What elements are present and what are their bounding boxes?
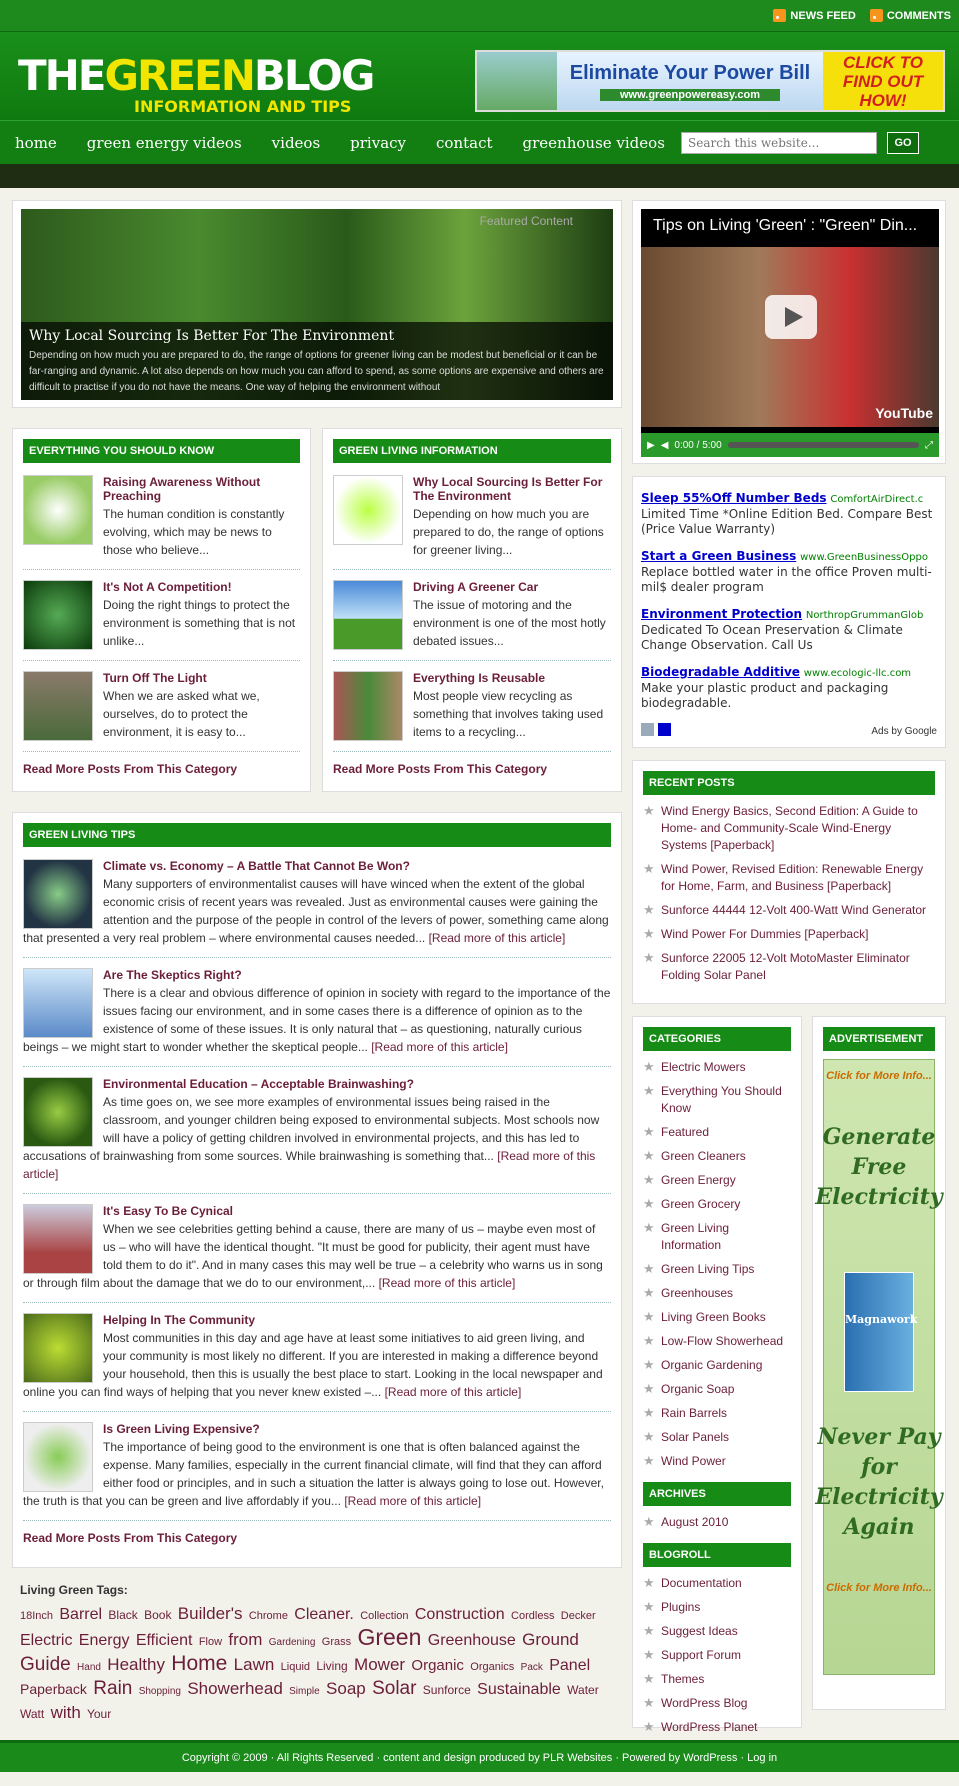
- nav-home[interactable]: home: [15, 133, 57, 152]
- post-thumbnail[interactable]: [23, 580, 93, 650]
- sidebar-ad-banner[interactable]: [815, 1059, 943, 1675]
- featured-title: Why Local Sourcing Is Better For The Environment: [29, 328, 395, 344]
- ad-text: Limited Time *Online Edition Bed. Compare Best (Price Value Warranty): [641, 507, 933, 536]
- tag-link[interactable]: Greenhouse: [427, 1632, 516, 1649]
- category-link[interactable]: Greenhouses: [661, 1286, 734, 1300]
- google-ads-widget: [632, 476, 946, 748]
- section-heading: ARCHIVES: [643, 1482, 791, 1506]
- ad-click-top: Click for More Info...: [826, 1070, 932, 1082]
- post-title[interactable]: Driving A Greener Car: [413, 580, 539, 594]
- category-link[interactable]: Green Cleaners: [661, 1149, 746, 1163]
- post-thumbnail[interactable]: [23, 1077, 93, 1147]
- tag-link[interactable]: Sunforce: [422, 1683, 471, 1697]
- logo-green: GREEN: [104, 51, 254, 100]
- list-item: [23, 1313, 611, 1412]
- post-excerpt: Doing the right things to protect the environment is something that is not unlike...: [103, 598, 296, 648]
- post-thumbnail[interactable]: [23, 1422, 93, 1492]
- read-more-link[interactable]: [Read more of this article]: [378, 1276, 516, 1290]
- tag-cloud-heading: Living Green Tags:: [20, 1583, 128, 1597]
- site-footer: [0, 1740, 959, 1772]
- tag-link[interactable]: Showerhead: [187, 1679, 283, 1698]
- rss-icon: [870, 9, 883, 22]
- recent-post-link[interactable]: Wind Power, Revised Edition: Renewable Energy for Home, Farm, and Business [Paperback]: [661, 862, 924, 893]
- ad-title[interactable]: Sleep 55%Off Number Beds: [641, 491, 827, 505]
- video-title: Tips on Living 'Green' : "Green" Din...: [653, 217, 918, 234]
- list-item: [643, 1623, 791, 1640]
- tag-link[interactable]: Guide: [20, 1654, 71, 1675]
- comments-feed-link[interactable]: COMMENTS: [870, 9, 951, 22]
- read-more-category-link[interactable]: Read More Posts From This Category: [23, 762, 238, 776]
- post-thumbnail[interactable]: [23, 859, 93, 929]
- category-link[interactable]: Green Living Information: [661, 1221, 730, 1252]
- tag-link[interactable]: Construction: [414, 1606, 505, 1623]
- archive-link[interactable]: August 2010: [661, 1515, 729, 1529]
- ad-url: www.GreenBusinessOppo: [800, 552, 928, 563]
- nav-contact[interactable]: contact: [436, 133, 493, 152]
- product-box-image: [844, 1272, 918, 1392]
- ad-url: NorthropGrummanGlob: [805, 610, 924, 621]
- prev-arrow-icon[interactable]: [641, 723, 654, 736]
- top-bar: [0, 0, 959, 32]
- post-excerpt: Most people view recycling as something that involves taking used items to a recycling...: [413, 689, 604, 739]
- list-item: [643, 1333, 791, 1350]
- site-logo[interactable]: [18, 51, 374, 116]
- youtube-logo: YouTube: [875, 405, 933, 421]
- ad-url: ComfortAirDirect.c: [830, 494, 924, 505]
- list-item: [643, 1357, 791, 1374]
- tag-link[interactable]: Solar: [372, 1678, 417, 1699]
- list-item: [643, 1453, 791, 1470]
- video-time: 0:00 / 5:00: [674, 439, 722, 451]
- read-more-link[interactable]: [Read more of this article]: [384, 1385, 522, 1399]
- tag-link[interactable]: Lawn: [233, 1655, 275, 1674]
- banner-url: www.greenpowereasy.com: [600, 89, 780, 101]
- blogroll-link[interactable]: Plugins: [661, 1600, 701, 1614]
- product-name: Magnawork: [845, 1313, 918, 1326]
- post-title[interactable]: Why Local Sourcing Is Better For The Environment: [413, 475, 603, 503]
- list-item: [643, 1172, 791, 1189]
- post-excerpt: Most communities in this day and age have at least some initiatives to aid green living, and your community is most likely no different. If you are interested in making a difference beyond your household, then this is usually the best place to start. Looking in the local newspaper and online you can find ways of helping that you never knew existed –...: [23, 1331, 603, 1399]
- list-item: [333, 671, 611, 752]
- post-thumbnail[interactable]: [23, 1313, 93, 1383]
- tag-cloud: [20, 1580, 620, 1725]
- read-more-category-link[interactable]: Read More Posts From This Category: [23, 1531, 238, 1545]
- post-title[interactable]: Environmental Education – Acceptable Brainwashing?: [103, 1077, 414, 1091]
- list-item: [643, 803, 935, 854]
- featured-label: Featured Content: [479, 214, 573, 228]
- read-more-category-link[interactable]: Read More Posts From This Category: [333, 762, 548, 776]
- list-item: [643, 1381, 791, 1398]
- tag-link[interactable]: with: [50, 1703, 81, 1722]
- recent-post-link[interactable]: Wind Power For Dummies [Paperback]: [661, 927, 869, 941]
- category-link[interactable]: Everything You Should Know: [661, 1084, 782, 1115]
- category-link[interactable]: Electric Mowers: [661, 1060, 746, 1074]
- tag-link[interactable]: Builder's: [177, 1604, 243, 1623]
- category-link[interactable]: Low-Flow Showerhead: [661, 1334, 784, 1348]
- ad-item: [641, 607, 937, 653]
- tag-link[interactable]: Cleaner.: [294, 1606, 354, 1623]
- tag-link[interactable]: Organic: [411, 1657, 464, 1674]
- tag-link[interactable]: Electric: [20, 1632, 73, 1649]
- tag-link[interactable]: Home: [171, 1652, 228, 1675]
- list-item: [643, 1599, 791, 1616]
- tag-link[interactable]: Gardening: [268, 1637, 316, 1648]
- banner-title: Eliminate Your Power Bill: [569, 61, 811, 84]
- post-title[interactable]: Are The Skeptics Right?: [103, 968, 242, 982]
- fullscreen-icon[interactable]: ⤢: [925, 439, 933, 451]
- category-link[interactable]: Green Energy: [661, 1173, 736, 1187]
- blogroll-link[interactable]: Themes: [661, 1672, 705, 1686]
- tag-link[interactable]: Soap: [326, 1679, 366, 1698]
- list-item: [643, 1285, 791, 1302]
- post-title[interactable]: It's Easy To Be Cynical: [103, 1204, 234, 1218]
- video-progress-bar[interactable]: [728, 442, 919, 448]
- post-excerpt: The importance of being good to the environment is one that is often balanced against the expense. Many families, especially in the current financial climate, will find that they can afford either food or principles, and in such a situation the latter is always going to lose out. However, the truth is that you can be green and live affordably if you...: [23, 1440, 604, 1508]
- tag-link[interactable]: Energy: [78, 1632, 130, 1649]
- featured-content: [12, 200, 622, 408]
- section-heading: GREEN LIVING TIPS: [23, 823, 611, 847]
- tag-link[interactable]: Collection: [360, 1610, 409, 1622]
- post-excerpt: The issue of motoring and the environment is one of the most hotly debated issues...: [413, 598, 606, 648]
- list-item: [23, 1204, 611, 1303]
- tag-link[interactable]: Green: [357, 1624, 422, 1650]
- ad-nav-arrows: [641, 723, 675, 739]
- list-item: [643, 950, 935, 984]
- category-box-green-living-tips: [12, 812, 622, 1568]
- post-title[interactable]: It's Not A Competition!: [103, 580, 232, 594]
- list-item: [643, 1059, 791, 1076]
- tag-link[interactable]: Flow: [198, 1636, 223, 1648]
- tag-link[interactable]: Liquid: [280, 1661, 310, 1673]
- list-item: [333, 475, 611, 570]
- sidebar-categories: [632, 1016, 802, 1734]
- ad-text: Make your plastic product and packaging biodegradable.: [641, 681, 889, 710]
- list-item: [333, 580, 611, 661]
- content-wrap: [0, 188, 959, 1740]
- tag-link[interactable]: Chrome: [248, 1610, 288, 1622]
- ad-subheadline: Never Pay for Electricity Again: [815, 1424, 943, 1540]
- ad-item: [641, 491, 937, 537]
- tag-link[interactable]: Ground: [522, 1630, 579, 1649]
- post-excerpt: The human condition is constantly evolving, which may be news to those who believe...: [103, 507, 285, 557]
- list-item: [643, 1647, 791, 1664]
- list-item: [643, 1148, 791, 1165]
- blogroll-link[interactable]: WordPress Planet: [661, 1720, 758, 1734]
- list-item: [643, 926, 935, 943]
- list-item: [643, 1405, 791, 1422]
- category-link[interactable]: Wind Power: [661, 1454, 726, 1468]
- post-thumbnail[interactable]: [23, 671, 93, 741]
- tag-link[interactable]: Efficient: [135, 1632, 193, 1649]
- tag-link[interactable]: Black: [108, 1608, 138, 1622]
- category-box-green-living-info: [322, 428, 622, 792]
- category-link[interactable]: Organic Gardening: [661, 1358, 763, 1372]
- list-item: [643, 1196, 791, 1213]
- section-heading: ADVERTISEMENT: [823, 1027, 935, 1051]
- list-item: [643, 1083, 791, 1117]
- category-link[interactable]: Living Green Books: [661, 1310, 766, 1324]
- list-item: [643, 1671, 791, 1688]
- category-box-everything: [12, 428, 311, 792]
- tag-link[interactable]: Healthy: [107, 1655, 165, 1674]
- ad-headline: Generate Free Electricity: [815, 1124, 943, 1210]
- ad-text: Replace bottled water in the office Proven multi-mil$ dealer program: [641, 565, 932, 594]
- recent-post-link[interactable]: Sunforce 22005 12-Volt MotoMaster Eliminator Folding Solar Panel: [661, 951, 910, 982]
- section-heading: BLOGROLL: [643, 1543, 791, 1567]
- advertisement-widget: [812, 1016, 946, 1710]
- banner-cta: CLICK TO FIND OUT HOW!: [823, 52, 943, 110]
- ads-by-google[interactable]: Ads by Google: [871, 725, 937, 737]
- tag-link[interactable]: Rain: [93, 1678, 133, 1699]
- logo-tagline: INFORMATION AND TIPS: [134, 97, 352, 116]
- header-divider: [0, 164, 959, 188]
- search-input[interactable]: [681, 132, 877, 154]
- post-thumbnail[interactable]: [333, 475, 403, 545]
- blogroll-link[interactable]: Documentation: [661, 1576, 742, 1590]
- list-item: [643, 1309, 791, 1326]
- list-item: [23, 671, 300, 752]
- tag-link[interactable]: Your: [86, 1707, 112, 1721]
- logo-the: THE: [18, 51, 105, 100]
- section-heading: EVERYTHING YOU SHOULD KNOW: [23, 439, 300, 463]
- post-excerpt: As time goes on, we see more examples of environmental issues being raised in the classroom, and younger children being exposed to environmental subjects. Most schools now will have a policy of getting children involved in environmental projects, and this has led to accusations of brainwashing from some sources. While brainwashing is something that...: [23, 1095, 600, 1163]
- tag-link[interactable]: Book: [144, 1608, 172, 1622]
- post-excerpt: Depending on how much you are prepared to do, the range of options for greener living...: [413, 507, 604, 557]
- tag-link[interactable]: Panel: [549, 1657, 591, 1674]
- post-thumbnail[interactable]: [333, 580, 403, 650]
- tag-link[interactable]: Mower: [354, 1655, 406, 1674]
- blogroll-link[interactable]: WordPress Blog: [661, 1696, 748, 1710]
- logo-blog: BLOG: [253, 51, 374, 100]
- read-more-link[interactable]: [Read more of this article]: [371, 1040, 508, 1054]
- list-item: [23, 1077, 611, 1194]
- news-feed-link[interactable]: NEWS FEED: [773, 9, 855, 22]
- video-controls: [641, 433, 939, 457]
- section-heading: GREEN LIVING INFORMATION: [333, 439, 611, 463]
- list-item: [23, 475, 300, 570]
- tag-link[interactable]: Sustainable: [477, 1681, 561, 1698]
- post-thumbnail[interactable]: [23, 475, 93, 545]
- post-title[interactable]: Turn Off The Light: [103, 671, 207, 685]
- category-link[interactable]: Featured: [661, 1125, 710, 1139]
- tag-link[interactable]: Cordless: [511, 1610, 555, 1622]
- tag-link[interactable]: Pack: [520, 1662, 543, 1673]
- list-item: [643, 1261, 791, 1278]
- next-arrow-icon[interactable]: [658, 723, 671, 736]
- list-item: [643, 1429, 791, 1446]
- featured-caption: [21, 322, 613, 400]
- footer-text: Copyright © 2009 · All Rights Reserved · content and design produced by PLR Websites · Powered by WordPress · Log in: [181, 1751, 778, 1764]
- post-title[interactable]: Everything Is Reusable: [413, 671, 546, 685]
- post-excerpt: There is a clear and obvious difference of opinion in society with regard to the importance of the issues facing our environment, and in some cases there is a difference of opinion as to the existence of some of these issues. It is only natural that – as questioning, naturally curious beings – we might start to wonder whether the skeptical people...: [23, 986, 611, 1054]
- post-excerpt: When we see celebrities getting behind a cause, there are many of us – maybe even most of us – who will have the identical thought. "It must be good for publicity, their agent must have told them to do it". And in many cases this may well be true – a celebrity who warns us in song or through film about the damage that we do to our environment,...: [23, 1222, 603, 1290]
- tag-link[interactable]: Living: [316, 1659, 348, 1673]
- ad-click-bottom: Click for More Info...: [826, 1582, 932, 1594]
- play-button-icon[interactable]: ▶: [647, 439, 655, 451]
- ad-text: Dedicated To Ocean Preservation & Climate Change Observation. Call Us: [641, 623, 903, 652]
- list-item: [643, 1220, 791, 1254]
- post-excerpt: Many supporters of environmentalist causes will have winced when the extent of the global economic crisis of recent years was revealed. Just as environmental causes were gaining the attention and the purpose of the people in control of the levers of power, something came along that presented a very real problem – where environmental causes needed...: [23, 877, 609, 945]
- ad-title[interactable]: Environment Protection: [641, 607, 803, 621]
- post-thumbnail[interactable]: [23, 1204, 93, 1274]
- blogroll-link[interactable]: Suggest Ideas: [661, 1624, 738, 1638]
- recent-post-link[interactable]: Wind Energy Basics, Second Edition: A Guide to Home- and Community-Scale Wind-Energy Systems [Paperback]: [661, 804, 918, 852]
- tag-link[interactable]: Decker: [560, 1610, 596, 1622]
- post-title[interactable]: Raising Awareness Without Preaching: [103, 475, 261, 503]
- list-item: [643, 1514, 791, 1531]
- post-thumbnail[interactable]: [23, 968, 93, 1038]
- list-item: [643, 902, 935, 919]
- ad-title[interactable]: Start a Green Business: [641, 549, 797, 563]
- banner-product-image: [477, 52, 557, 110]
- list-item: [643, 861, 935, 895]
- category-link[interactable]: Green Grocery: [661, 1197, 741, 1211]
- post-title[interactable]: Climate vs. Economy – A Battle That Cannot Be Won?: [103, 859, 410, 873]
- tag-link[interactable]: Hand: [77, 1662, 101, 1673]
- ad-item: [641, 665, 937, 711]
- category-link[interactable]: Solar Panels: [661, 1430, 730, 1444]
- tag-link[interactable]: Organics: [470, 1661, 515, 1673]
- category-link[interactable]: Green Living Tips: [661, 1262, 755, 1276]
- main-nav: [0, 120, 959, 164]
- tag-link[interactable]: Water: [567, 1683, 599, 1697]
- list-item: [23, 580, 300, 661]
- play-icon[interactable]: [765, 295, 817, 339]
- tag-link[interactable]: Watt: [20, 1707, 45, 1721]
- read-more-link[interactable]: [Read more of this article]: [23, 1149, 596, 1181]
- tag-link[interactable]: Grass: [321, 1636, 352, 1648]
- post-excerpt: When we are asked what we, ourselves, do to protect the environment, it is easy to...: [103, 689, 260, 739]
- tag-link[interactable]: Barrel: [59, 1606, 103, 1623]
- post-thumbnail[interactable]: [333, 671, 403, 741]
- featured-slide[interactable]: [21, 209, 613, 400]
- ad-title[interactable]: Biodegradable Additive: [641, 665, 800, 679]
- read-more-link[interactable]: [Read more of this article]: [344, 1494, 482, 1508]
- video-widget: [632, 200, 946, 464]
- search-form: [681, 132, 919, 154]
- featured-excerpt: Depending on how much you are prepared to do, the range of options for greener living can be modest but beneficial or it can be far-ranging and dynamic. A lot also depends on how much you can afford to spend, as some options are expensive and others are difficult to practise if you do not have the means. One way of helping the environment without: [29, 350, 604, 393]
- ad-item: [641, 549, 937, 595]
- post-title[interactable]: Is Green Living Expensive?: [103, 1422, 260, 1436]
- recent-post-link[interactable]: Sunforce 44444 12-Volt 400-Watt Wind Generator: [661, 903, 927, 917]
- header-banner-ad[interactable]: [475, 50, 945, 112]
- tag-link[interactable]: 18Inch: [20, 1610, 54, 1622]
- nav-videos[interactable]: videos: [271, 133, 321, 152]
- tag-link[interactable]: Paperback: [20, 1681, 87, 1697]
- read-more-link[interactable]: [Read more of this article]: [428, 931, 566, 945]
- nav-green-energy-videos[interactable]: green energy videos: [86, 133, 242, 152]
- section-heading: RECENT POSTS: [643, 771, 935, 795]
- post-title[interactable]: Helping In The Community: [103, 1313, 255, 1327]
- category-link[interactable]: Rain Barrels: [661, 1406, 728, 1420]
- video-player[interactable]: [641, 209, 939, 457]
- list-item: [23, 859, 611, 958]
- volume-icon[interactable]: ◀: [660, 439, 669, 451]
- tag-link[interactable]: Simple: [289, 1686, 320, 1697]
- category-link[interactable]: Organic Soap: [661, 1382, 735, 1396]
- blogroll-link[interactable]: Support Forum: [661, 1648, 742, 1662]
- list-item: [23, 968, 611, 1067]
- section-heading: CATEGORIES: [643, 1027, 791, 1051]
- nav-privacy[interactable]: privacy: [350, 133, 407, 152]
- tag-link[interactable]: Shopping: [138, 1686, 181, 1697]
- search-go-button[interactable]: GO: [887, 132, 919, 154]
- rss-icon: [773, 9, 786, 22]
- recent-posts-widget: [632, 760, 946, 1004]
- list-item: [643, 1575, 791, 1592]
- tag-link[interactable]: from: [228, 1630, 263, 1649]
- ad-url: www.ecologic-llc.com: [803, 668, 912, 679]
- nav-greenhouse-videos[interactable]: greenhouse videos: [522, 133, 665, 152]
- list-item: [643, 1695, 791, 1712]
- list-item: [643, 1124, 791, 1141]
- list-item: [643, 1719, 791, 1736]
- list-item: [23, 1422, 611, 1521]
